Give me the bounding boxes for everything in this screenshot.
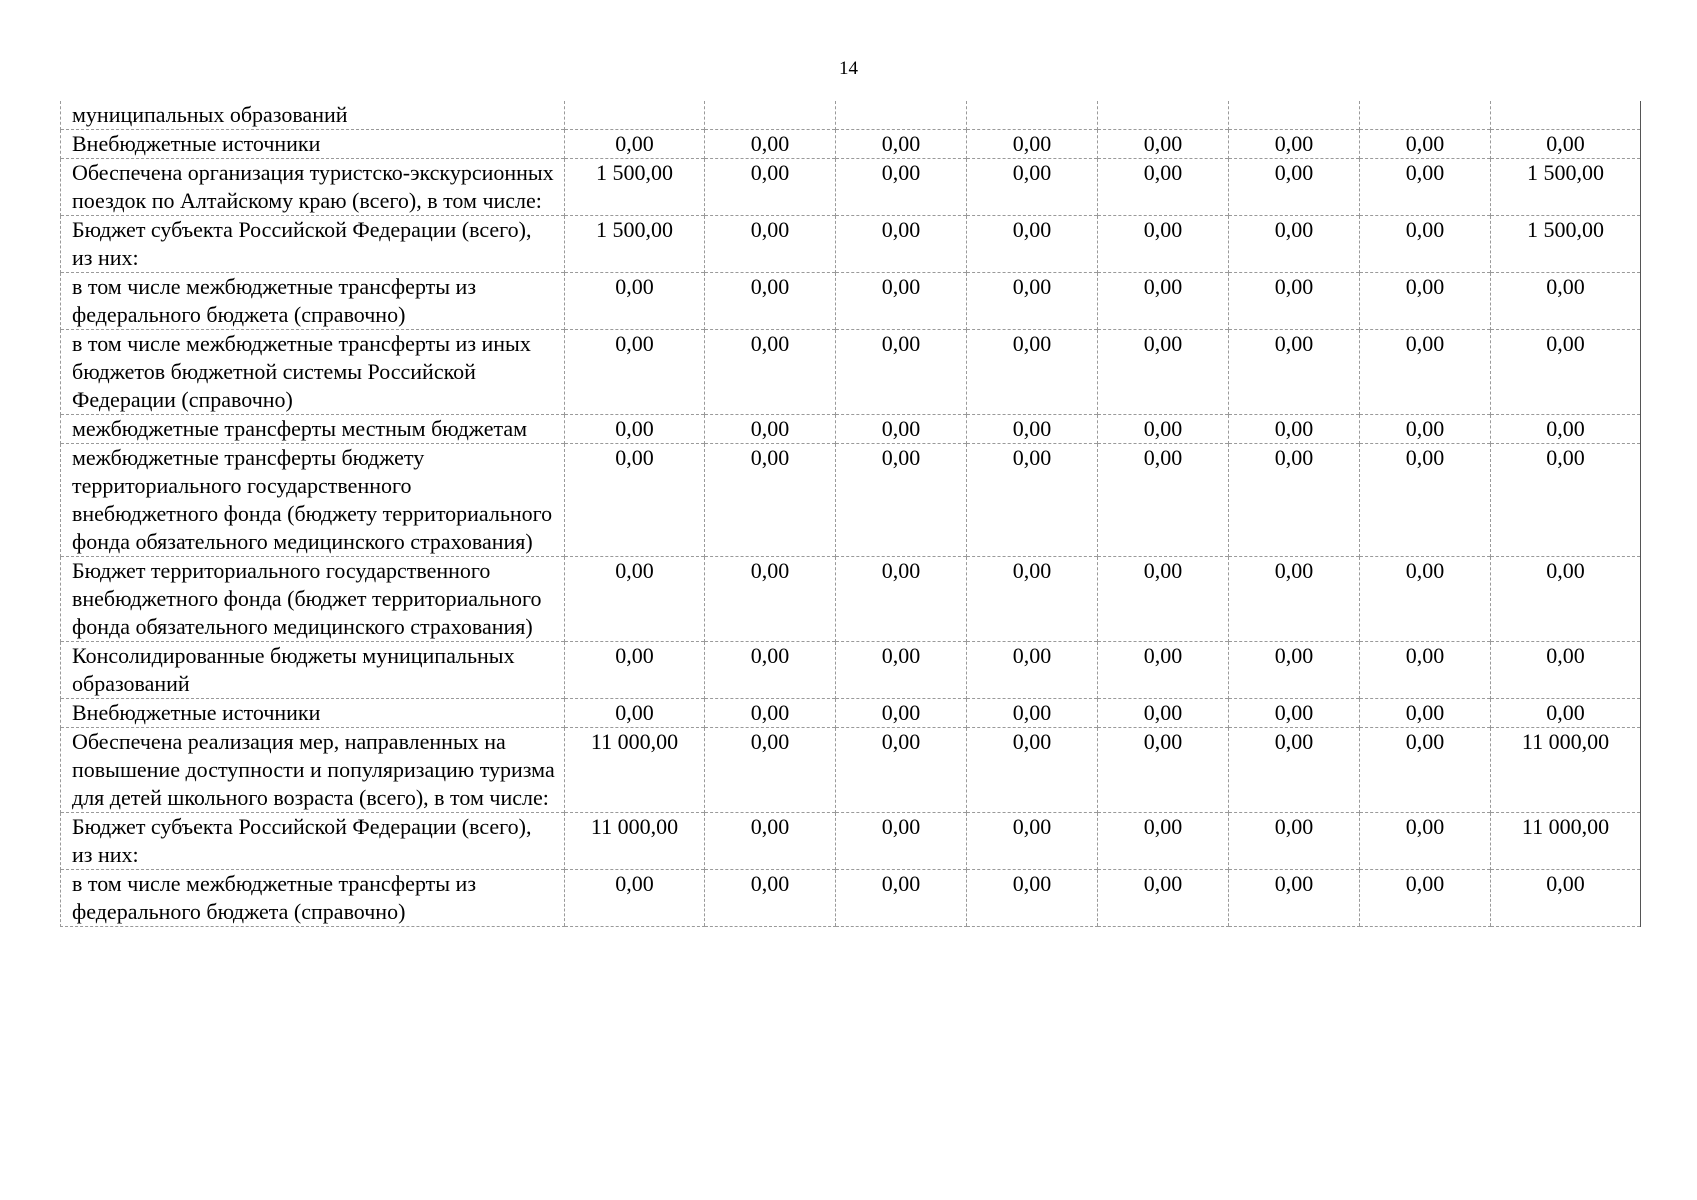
value-cell: 0,00 xyxy=(705,870,836,927)
value-cell: 0,00 xyxy=(1098,728,1229,813)
row-label: в том числе межбюджетные трансферты из иных бюджетов бюджетной системы Российской Федерации (справочно) xyxy=(61,330,565,415)
value-cell: 0,00 xyxy=(1098,699,1229,728)
value-cell: 0,00 xyxy=(836,813,967,870)
row-label: в том числе межбюджетные трансферты из федерального бюджета (справочно) xyxy=(61,273,565,330)
value-cell: 0,00 xyxy=(1229,642,1360,699)
value-cell: 0,00 xyxy=(1491,330,1641,415)
row-label: Внебюджетные источники xyxy=(61,699,565,728)
value-cell: 0,00 xyxy=(1098,642,1229,699)
value-cell: 0,00 xyxy=(705,813,836,870)
value-cell: 0,00 xyxy=(967,273,1098,330)
value-cell: 0,00 xyxy=(1229,330,1360,415)
value-cell: 0,00 xyxy=(836,699,967,728)
value-cell: 0,00 xyxy=(1098,159,1229,216)
value-cell: 0,00 xyxy=(1360,444,1491,557)
value-cell: 0,00 xyxy=(967,870,1098,927)
row-label: Обеспечена реализация мер, направленных на повышение доступности и популяризацию туризма для детей школьного возраста (всего), в том числе: xyxy=(61,728,565,813)
value-cell: 0,00 xyxy=(836,330,967,415)
table-row xyxy=(61,159,1641,216)
value-cell: 0,00 xyxy=(705,415,836,444)
value-cell: 1 500,00 xyxy=(1491,159,1641,216)
value-cell: 0,00 xyxy=(967,330,1098,415)
value-cell: 0,00 xyxy=(1229,557,1360,642)
table-row xyxy=(61,728,1641,813)
row-label: межбюджетные трансферты бюджету территориального государственного внебюджетного фонда (бюджету территориального фонда обязательного медицинского страхования) xyxy=(61,444,565,557)
value-cell: 0,00 xyxy=(705,728,836,813)
value-cell: 0,00 xyxy=(1229,699,1360,728)
value-cell: 0,00 xyxy=(836,415,967,444)
value-cell: 0,00 xyxy=(705,216,836,273)
table-row xyxy=(61,642,1641,699)
value-cell: 0,00 xyxy=(1360,699,1491,728)
value-cell: 0,00 xyxy=(705,642,836,699)
value-cell: 0,00 xyxy=(967,557,1098,642)
table-row xyxy=(61,813,1641,870)
value-cell: 0,00 xyxy=(1360,870,1491,927)
value-cell: 1 500,00 xyxy=(565,159,705,216)
value-cell: 0,00 xyxy=(565,273,705,330)
table-row xyxy=(61,130,1641,159)
value-cell: 0,00 xyxy=(1229,444,1360,557)
value-cell: 0,00 xyxy=(1360,130,1491,159)
value-cell: 0,00 xyxy=(1360,330,1491,415)
value-cell: 0,00 xyxy=(1491,415,1641,444)
value-cell xyxy=(1098,101,1229,130)
value-cell: 0,00 xyxy=(967,130,1098,159)
value-cell: 11 000,00 xyxy=(1491,728,1641,813)
row-label: Обеспечена организация туристско-экскурсионных поездок по Алтайскому краю (всего), в том числе: xyxy=(61,159,565,216)
value-cell: 0,00 xyxy=(836,728,967,813)
value-cell: 0,00 xyxy=(565,415,705,444)
value-cell: 0,00 xyxy=(967,813,1098,870)
table-row xyxy=(61,330,1641,415)
value-cell: 0,00 xyxy=(1360,273,1491,330)
value-cell: 0,00 xyxy=(1360,813,1491,870)
table-row xyxy=(61,216,1641,273)
row-label: муниципальных образований xyxy=(61,101,565,130)
value-cell: 0,00 xyxy=(1229,728,1360,813)
table-row xyxy=(61,415,1641,444)
value-cell: 0,00 xyxy=(1491,557,1641,642)
value-cell: 0,00 xyxy=(836,444,967,557)
value-cell: 0,00 xyxy=(1491,870,1641,927)
value-cell: 0,00 xyxy=(836,870,967,927)
row-label: Бюджет субъекта Российской Федерации (всего), из них: xyxy=(61,813,565,870)
value-cell: 0,00 xyxy=(836,557,967,642)
value-cell: 0,00 xyxy=(836,642,967,699)
value-cell: 0,00 xyxy=(565,642,705,699)
value-cell: 0,00 xyxy=(1098,330,1229,415)
row-label: Консолидированные бюджеты муниципальных образований xyxy=(61,642,565,699)
value-cell: 0,00 xyxy=(1229,870,1360,927)
value-cell: 0,00 xyxy=(1098,130,1229,159)
value-cell: 0,00 xyxy=(705,273,836,330)
table-row xyxy=(61,101,1641,130)
value-cell: 0,00 xyxy=(1098,557,1229,642)
value-cell xyxy=(705,101,836,130)
value-cell: 0,00 xyxy=(705,130,836,159)
value-cell xyxy=(967,101,1098,130)
value-cell: 0,00 xyxy=(565,557,705,642)
value-cell: 11 000,00 xyxy=(1491,813,1641,870)
value-cell: 1 500,00 xyxy=(565,216,705,273)
value-cell: 0,00 xyxy=(836,273,967,330)
page-number: 14 xyxy=(839,58,858,79)
value-cell: 0,00 xyxy=(1229,273,1360,330)
value-cell: 0,00 xyxy=(705,557,836,642)
value-cell: 0,00 xyxy=(1098,813,1229,870)
table-row xyxy=(61,699,1641,728)
value-cell: 0,00 xyxy=(565,330,705,415)
value-cell: 0,00 xyxy=(1491,642,1641,699)
value-cell: 0,00 xyxy=(836,130,967,159)
value-cell: 0,00 xyxy=(1491,699,1641,728)
value-cell: 0,00 xyxy=(565,130,705,159)
value-cell: 0,00 xyxy=(967,159,1098,216)
value-cell: 0,00 xyxy=(1360,728,1491,813)
table-row xyxy=(61,870,1641,927)
row-label: Бюджет территориального государственного внебюджетного фонда (бюджет территориального фонда обязательного медицинского страхования) xyxy=(61,557,565,642)
value-cell xyxy=(565,101,705,130)
value-cell: 0,00 xyxy=(1229,159,1360,216)
value-cell xyxy=(1229,101,1360,130)
value-cell: 0,00 xyxy=(705,699,836,728)
value-cell: 0,00 xyxy=(705,444,836,557)
value-cell: 0,00 xyxy=(565,870,705,927)
value-cell: 0,00 xyxy=(705,159,836,216)
value-cell xyxy=(836,101,967,130)
value-cell: 0,00 xyxy=(1229,216,1360,273)
value-cell: 0,00 xyxy=(1360,642,1491,699)
value-cell: 0,00 xyxy=(1491,130,1641,159)
value-cell: 0,00 xyxy=(836,216,967,273)
value-cell: 0,00 xyxy=(967,216,1098,273)
value-cell: 0,00 xyxy=(1360,415,1491,444)
table-body xyxy=(61,101,1641,927)
value-cell: 0,00 xyxy=(967,728,1098,813)
row-label: межбюджетные трансферты местным бюджетам xyxy=(61,415,565,444)
value-cell: 0,00 xyxy=(1360,216,1491,273)
value-cell: 0,00 xyxy=(967,699,1098,728)
value-cell: 11 000,00 xyxy=(565,728,705,813)
value-cell xyxy=(1491,101,1641,130)
table-row xyxy=(61,444,1641,557)
value-cell: 0,00 xyxy=(565,444,705,557)
value-cell: 0,00 xyxy=(1098,415,1229,444)
value-cell: 1 500,00 xyxy=(1491,216,1641,273)
value-cell: 0,00 xyxy=(1098,273,1229,330)
value-cell: 0,00 xyxy=(1229,813,1360,870)
value-cell: 0,00 xyxy=(1360,557,1491,642)
value-cell: 0,00 xyxy=(1229,415,1360,444)
value-cell: 0,00 xyxy=(1098,870,1229,927)
value-cell: 0,00 xyxy=(1360,159,1491,216)
value-cell: 0,00 xyxy=(836,159,967,216)
value-cell: 0,00 xyxy=(1491,444,1641,557)
value-cell: 0,00 xyxy=(1098,444,1229,557)
value-cell: 0,00 xyxy=(565,699,705,728)
value-cell: 0,00 xyxy=(967,415,1098,444)
budget-table xyxy=(60,101,1641,927)
row-label: Бюджет субъекта Российской Федерации (всего), из них: xyxy=(61,216,565,273)
value-cell: 0,00 xyxy=(967,642,1098,699)
value-cell: 0,00 xyxy=(1491,273,1641,330)
table-row xyxy=(61,557,1641,642)
table-row xyxy=(61,273,1641,330)
value-cell: 0,00 xyxy=(705,330,836,415)
value-cell: 0,00 xyxy=(1229,130,1360,159)
value-cell: 0,00 xyxy=(967,444,1098,557)
row-label: Внебюджетные источники xyxy=(61,130,565,159)
value-cell xyxy=(1360,101,1491,130)
value-cell: 0,00 xyxy=(1098,216,1229,273)
row-label: в том числе межбюджетные трансферты из федерального бюджета (справочно) xyxy=(61,870,565,927)
value-cell: 11 000,00 xyxy=(565,813,705,870)
